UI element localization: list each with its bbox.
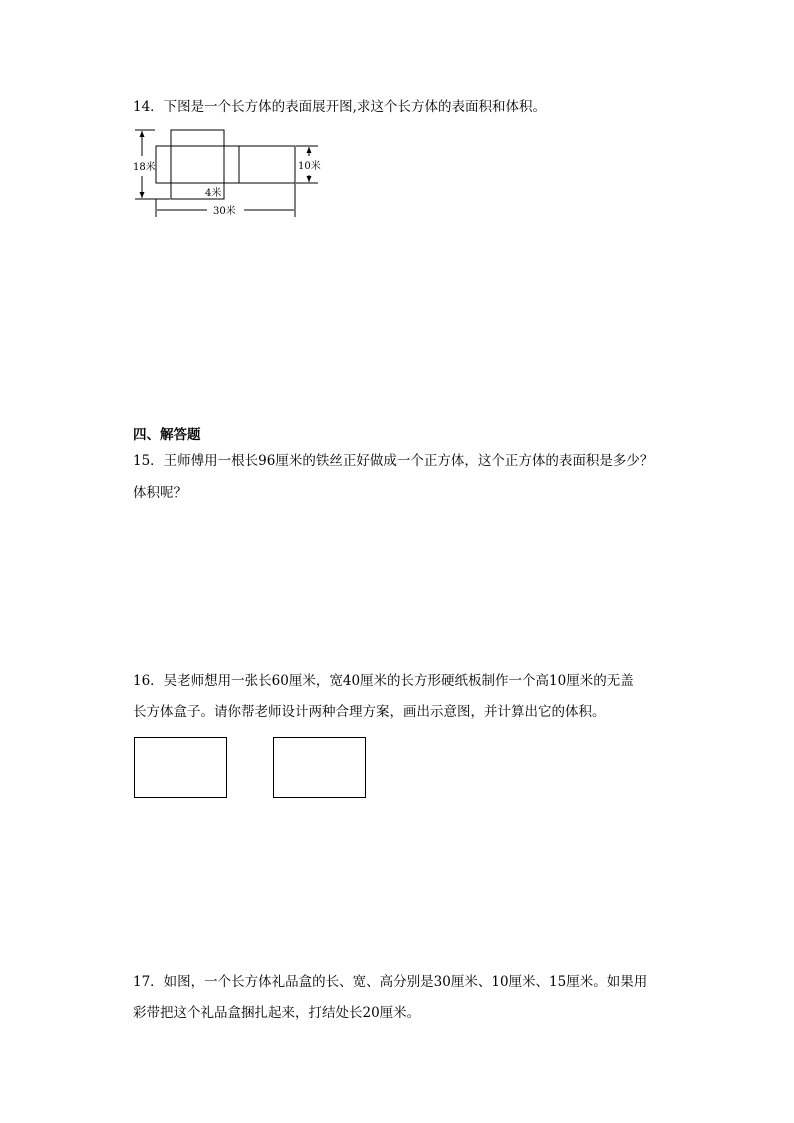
label-height: 18米	[133, 162, 156, 173]
label-total: 30米	[213, 206, 236, 217]
net-strip	[156, 146, 295, 183]
design-box-2	[273, 737, 366, 798]
question-16-line-1: 16．吴老师想用一张长60厘米，宽40厘米的长方形硬纸板制作一个高10厘米的无盖	[133, 673, 634, 689]
question-15-line-1: 15．王师傅用一根长96厘米的铁丝正好做成一个正方体，这个正方体的表面积是多少？	[133, 453, 654, 469]
net-diagram	[0, 0, 794, 240]
label-right: 10米	[298, 161, 321, 172]
question-15-line-2: 体积呢？	[133, 485, 187, 501]
net-face-top	[171, 130, 224, 146]
question-17-line-1: 17．如图，一个长方体礼品盒的长、宽、高分别是30厘米、10厘米、15厘米。如果用	[133, 974, 648, 990]
label-width: 4米	[205, 188, 222, 199]
question-17-line-2: 彩带把这个礼品盒捆扎起来，打结处长20厘米。	[133, 1005, 421, 1021]
question-14-text: 14．下图是一个长方体的表面展开图,求这个长方体的表面积和体积。	[133, 99, 546, 115]
design-box-1	[134, 737, 227, 798]
section-title: 四、解答题	[133, 427, 201, 443]
question-16-line-2: 长方体盒子。请你帮老师设计两种合理方案，画出示意图，并计算出它的体积。	[133, 704, 606, 720]
